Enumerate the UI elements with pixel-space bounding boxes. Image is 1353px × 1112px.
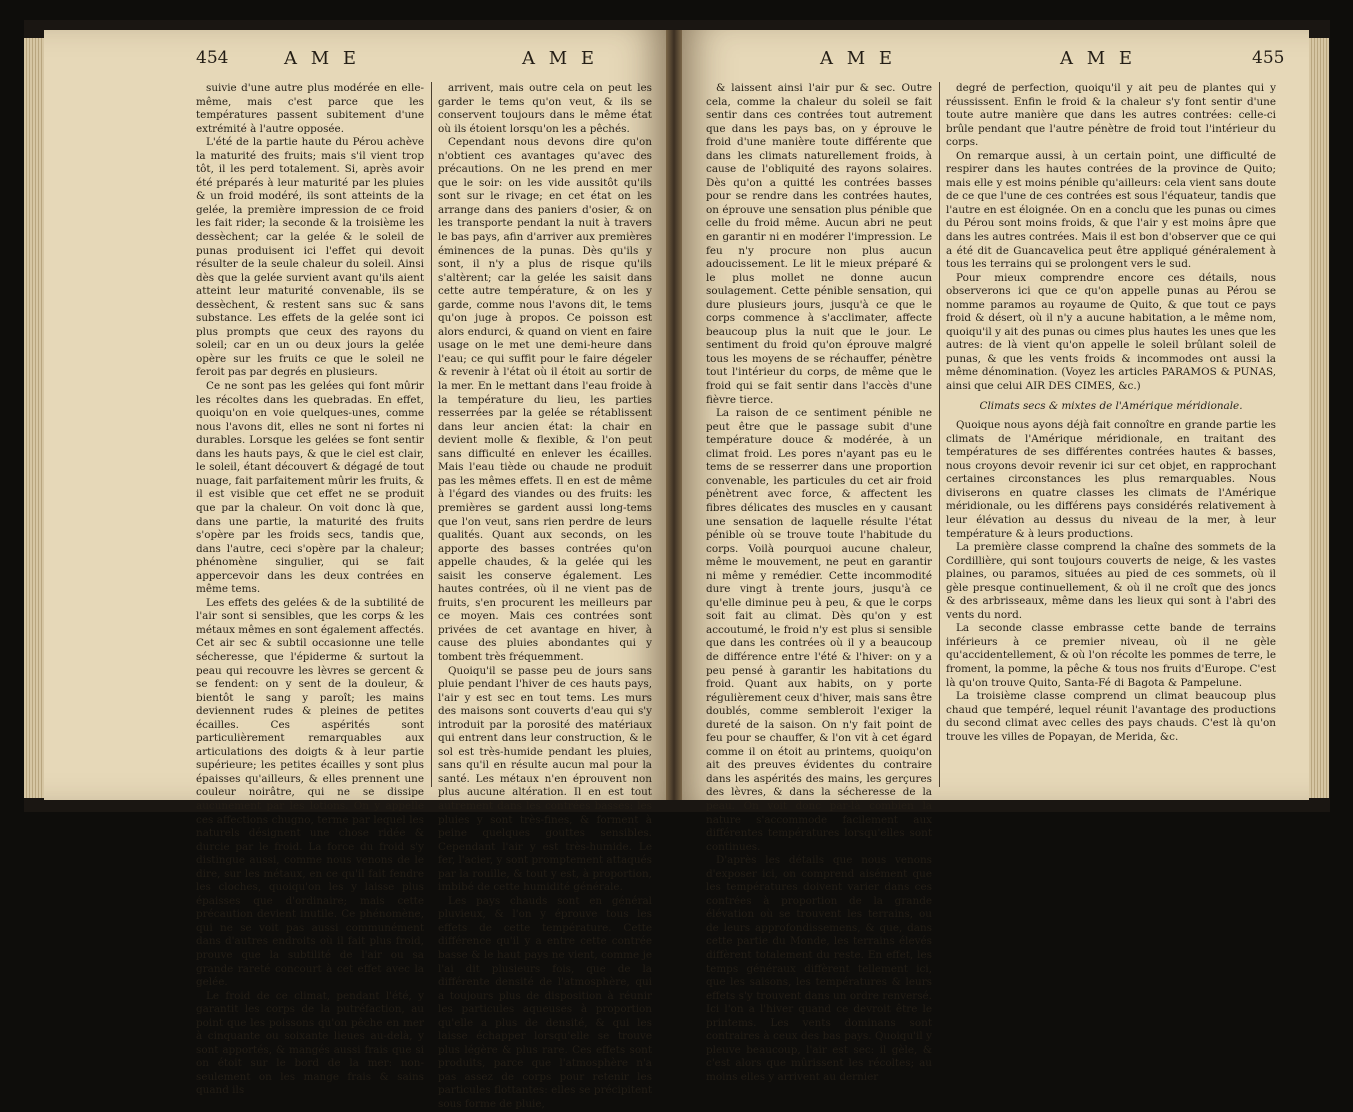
paragraph: Les effets des gelées & de la subtilité de l'air sont si sensibles, que les corps & les métaux mêmes en sont également affectés. Cet air sec & subtil occasionne une telle sécheresse, que l'épiderme & surtout la peau qui recouvre les lèvres se gercent & se fendent: on y sent de la douleur, & bientôt le sang y paroît; les mains deviennent rudes & pleines de petites écailles. Ces aspérités sont particulièrement remarquables aux articulations des doigts & à leur partie supérieure; les petites écailles y sont plus épaisses qu'ailleurs, & elles prennent une couleur noirâtre, qui ne se dissipe aucunement par les lotions. On y appelle ces affections chugno, terme par lequel les naturels désignent une chose ridée & durcie par le froid. La force du froid s'y distingue aussi, comme nous venons de le dire, sur les métaux, en ce qu'il fait fendre les cloches, quoiqu'on les y laisse plus épaisses que d'ordinaire; mais cette précaution devient inutile. Ce phénomène, qui ne se voit pas aussi communément dans d'autres endroits où il fait plus froid, prouve que la subtilité de l'air ou sa grande rareté concourt à cet effet avec la gelée. [196, 596, 424, 989]
paragraph: Ce ne sont pas les gelées qui font mûrir les récoltes dans les quebradas. En effet, quoiqu'on en voie quelques-unes, comme nous l'avons dit, elles ne sont ni fortes ni durables. Lorsque les gelées se font sentir dans les hauts pays, & que le ciel est clair, le soleil, étant découvert & dégagé de tout nuage, fait parfaitement mûrir les fruits, & il est visible que cet effet ne se produit que par la chaleur. On voit donc là que, dans une partie, la maturité des fruits s'opère par les froids secs, tandis que, dans l'autre, ceci s'opère par la chaleur; phénomène singulier, qui se fait appercevoir dans les deux contrées en même tems. [196, 380, 424, 596]
book-gutter [666, 30, 682, 800]
paragraph: Le froid de ce climat, pendant l'été, y garantit les corps de la putréfaction, au point que les poissons qu'on pêche en mer à cinquante ou soixante lieues au-delà, y sont apportés, & mangés aussi frais que si on étoit sur le bord de la mer: non-seulement on les mange frais & sains quand ils [196, 989, 424, 1097]
text-column-1 [196, 82, 424, 1097]
paragraph: L'été de la partie haute du Pérou achève la maturité des fruits; mais s'il vient trop tôt, il les perd totalement. Si, après avoir été préparés à leur maturité par les pluies & un froid modéré, ils sont atteints de la gelée, la première impression de ce froid les fait rider; la seconde & la troisième les dessèchent; car la gelée & le soleil de punas produisent ici l'effet qui devoit résulter de la seule chaleur du soleil. Ainsi dès que la gelée survient avant qu'ils aient atteint leur maturité convenable, ils se dessèchent, & restent sans suc & sans substance. Les effets de la gelée sont ici plus prompts que ceux des rayons du soleil; car en un ou deux jours la gelée opère sur les fruits ce que le soleil ne feroit pas par degrés en plusieurs. [196, 136, 424, 379]
paragraph: Pour mieux comprendre encore ces détails, nous observerons ici que ce qu'on appelle punas au Pérou se nomme paramos au royaume de Quito, & que tout ce pays froid & désert, où il n'y a aucune habitation, a le même nom, quoiqu'il y ait des punas ou cimes plus hautes les unes que les autres: de là vient qu'on appelle le soleil brûlant soleil de punas, & que les vents froids & incommodes ont aussi la même dénomination. (Voyez les articles PARAMOS & PUNAS, ainsi que celui AIR DES CIMES, &c.) [946, 271, 1276, 393]
paragraph: Les pays chauds sont en général pluvieux, & l'on y éprouve tous les effets de cette température. Cette différence qu'il y a entre cette contrée basse & le haut pays ne vient, comme je l'ai dit plusieurs fois, que de la différente densité de l'atmosphère, qui a toujours plus de disposition à réunir les particules aqueuses à proportion qu'elle a plus de densité, & qui les laisse échapper lorsqu'elle se trouve plus légère & plus rare. Ces effets sont produits, parce que l'atmosphère n'a pas assez de corps pour retenir les particules flottantes: elles se précipitent sous forme de pluie, [438, 894, 652, 1111]
paragraph: degré de perfection, quoiqu'il y ait peu de plantes qui y réussissent. Enfin le froid & la chaleur s'y font sentir d'une toute autre manière que dans les autres contrées: celle-ci brûle pendant que l'autre pénètre de froid tout l'intérieur du corps. [946, 82, 1276, 149]
paragraph: Quoiqu'il se passe peu de jours sans pluie pendant l'hiver de ces hauts pays, l'air y est sec en tout tems. Les murs des maisons sont couverts d'eau qui s'y introduit par la porosité des matériaux qui entrent dans leur construction, & le sol est très-humide pendant les pluies, sans qu'il en résulte aucun mal pour la santé. Les métaux n'en éprouvent non plus aucune altération. Il en est tout autrement dans les contrées basses: les pluies y sont très-fines, & forment à peine quelques gouttes sensibles. Cependant l'air y est très-humide. Le fer, l'acier, y sont promptement attaqués par la rouille, & tout y est, à proportion, imbibé de cette humidité générale. [438, 664, 652, 894]
column-rule [431, 82, 432, 787]
running-head: A M E [284, 48, 361, 69]
running-head: A M E [1060, 48, 1137, 69]
paragraph: arrivent, mais outre cela on peut les garder le tems qu'on veut, & ils se conservent toujours dans le même état où ils étoient lorsqu'on les a pêchés. [438, 82, 652, 135]
page-number: 454 [196, 48, 229, 68]
paragraph: On remarque aussi, à un certain point, une difficulté de respirer dans les hautes contrées de la province de Quito; mais elle y est moins pénible qu'ailleurs: cela vient sans doute de ce que l'une de ces contrées est sous l'équateur, tandis que l'autre en est éloignée. On en a conclu que les punas ou cimes du Pérou sont moins froids, & que l'air y est moins âpre que dans les autres contrées. Mais il est bon d'observer que ce qui a été dit de Guancavelica peut être appliqué généralement à tous les terrains qui se prolongent vers le sud. [946, 149, 1276, 271]
running-head: A M E [522, 48, 599, 69]
paragraph: D'après les détails que nous venons d'exposer ici, on comprend aisément que les températures doivent varier dans ces contrées à proportion de la grande élévation où se trouvent les terrains, ou de leurs approfondissemens, & que, dans cette partie du Monde, les terrains élevés diffèrent totalement du reste. En effet, les temps généraux diffèrent tellement ici, que les saisons, les températures & leurs effets s'y trouvent dans un ordre renversé. Ici l'on a l'hiver quand ce devroit être le printems. Les vents dominans sont contraires à ceux des bas pays. Quoiqu'il y pleuve beaucoup, l'air est sec: il gèle, & c'est alors que mûrissent les récoltes; au moins elles y arrivent au dernier [706, 854, 932, 1083]
paragraph: La raison de ce sentiment pénible ne peut être que le passage subit d'une température douce & modérée, à un climat froid. Les pores n'ayant pas eu le tems de se resserrer dans une proportion convenable, les particules du cet air froid pénètrent avec force, & affectent les fibres délicates des muscles en y causant une sensation de laquelle résulte l'état pénible où se trouve toute l'habitude du corps. Voilà pourquoi aucune chaleur, même le mouvement, ne peut en garantir ni même y remédier. Cette incommodité dure vingt à trente jours, jusqu'à ce qu'elle diminue peu à peu, & que le corps soit fait au climat. Dès qu'on y est accoutumé, le froid n'y est plus si sensible que dans les contrées où il y a beaucoup de différence entre l'été & l'hiver: on y a peu pensé à garantir les habitations du froid. Quant aux habits, on y porte régulièrement ceux d'hiver, mais sans être doublés, comme sembleroit l'exiger la dureté de la saison. On n'y fait point de feu pour se chauffer, & l'on vit à cet égard comme il on étoit au printems, quoiqu'on ait des preuves évidentes du contraire dans les aspérités des mains, les gerçures des lèvres, & dans la sécheresse de la peau. On voit donc par-là combien la nature s'accommode facilement aux différentes températures lorsqu'elles sont continues. [706, 407, 932, 853]
right-page [682, 30, 1309, 1083]
paragraph: Cependant nous devons dire qu'on n'obtient ces avantages qu'avec des précautions. On ne les prend en mer que le soir: on les vide aussitôt qu'ils sont sur le rivage; en cet état on les arrange dans des paniers d'osier, & on les transporte pendant la nuit à travers le bas pays, afin d'arriver aux premières éminences de la punas. Dès qu'ils y sont, il n'y a plus de risque qu'ils s'altèrent; car la gelée les saisit dans cette autre température, & on les y garde, comme nous l'avons dit, le tems qu'on juge à propos. Ce poisson est alors endurci, & quand on vient en faire usage on le met une demi-heure dans l'eau; ce qui suffit pour le faire dégeler & revenir à l'état où il étoit au sortir de la mer. En le mettant dans l'eau froide à la température du lieu, les parties resserrées par la gelée se rétablissent dans leur ancien état: la chair en devient molle & flexible, & l'on peut sans difficulté en enlever les écailles. Mais l'eau tiède ou chaude ne produit pas les mêmes effets. Il en est de même à l'égard des viandes ou des fruits: les premières se gardent aussi long-tems que l'on veut, sans rien perdre de leurs qualités. Quant aux seconds, on les apporte des basses contrées qu'on appelle chaudes, & la gelée qui les saisit les conserve également. Les hautes contrées, où il ne vient pas de fruits, s'en procurent les meilleurs par ce moyen. Mais ces contrées sont privées de cet avantage en hiver, à cause des pluies abondantes qui y tombent très fréquemment. [438, 136, 652, 663]
paragraph: La seconde classe embrasse cette bande de terrains inférieurs à ce premier niveau, où il ne gèle qu'accidentellement, & où l'on récolte les pommes de terre, le froment, la pomme, la pêche & tous nos fruits d'Europe. C'est là qu'on trouve Quito, Santa-Fé di Bagota & Pampelune. [946, 622, 1276, 689]
right-page-edges [1309, 38, 1329, 798]
section-title: Climats secs & mixtes de l'Amérique méridionale. [979, 399, 1243, 412]
left-page-edges [24, 38, 44, 798]
paragraph: La troisième classe comprend un climat beaucoup plus chaud que tempéré, lequel réunit l'avantage des productions du second climat avec celles des pays chauds. C'est là qu'on trouve les villes de Popayan, de Merida, &c. [946, 690, 1276, 743]
paragraph: suivie d'une autre plus modérée en elle-même, mais c'est parce que les températures passent subitement d'une extrémité à l'autre opposée. [196, 82, 424, 135]
column-rule [939, 82, 940, 787]
paragraph: & laissent ainsi l'air pur & sec. Outre cela, comme la chaleur du soleil se fait sentir dans ces contrées tout autrement que dans les pays bas, on y éprouve le froid d'une manière toute différente que dans les climats naturellement froids, à cause de l'obliquité des rayons solaires. Dès qu'on a quitté les contrées basses pour se rendre dans les contrées hautes, on éprouve une sensation plus pénible que celle du froid même. Aucun abri ne peut en garantir ni en modérer l'impression. Le feu n'y procure non plus aucun adoucissement. Le lit le mieux préparé & le plus mollet ne donne aucun soulagement. Cette pénible sensation, qui dure plusieurs jours, jusqu'à ce que le corps commence à s'acclimater, affecte beaucoup plus la nuit que le jour. Le sentiment du froid qu'on éprouve malgré tous les moyens de se réchauffer, pénètre tout l'intérieur du corps, de même que le froid qui se fait sentir dans l'accès d'une fièvre tierce. [706, 82, 932, 406]
page-number: 455 [1252, 48, 1285, 68]
paragraph: Quoique nous ayons déjà fait connoître en grande partie les climats de l'Amérique méridionale, en traitant des températures de ses différentes contrées hautes & basses, nous croyons devoir revenir ici sur cet objet, en rapprochant certaines circonstances les plus remarquables. Nous diviserons en quatre classes les climats de l'Amérique méridionale, ou les différens pays considérés relativement à leur élévation au dessus du niveau de la mer, à leur température & à leurs productions. [946, 419, 1276, 540]
text-column-1 [706, 82, 932, 1083]
text-column-2 [946, 82, 1276, 792]
running-head: A M E [820, 48, 897, 69]
left-page [44, 30, 666, 1111]
text-column-2 [438, 82, 652, 1111]
paragraph: La première classe comprend la chaîne des sommets de la Cordillière, qui sont toujours couverts de neige, & les vastes plaines, ou paramos, situées au pied de ces sommets, où il gèle presque continuellement, & où il ne croît que des joncs & des arbrisseaux, même dans les lieux qui sont à l'abri des vents du nord. [946, 541, 1276, 621]
